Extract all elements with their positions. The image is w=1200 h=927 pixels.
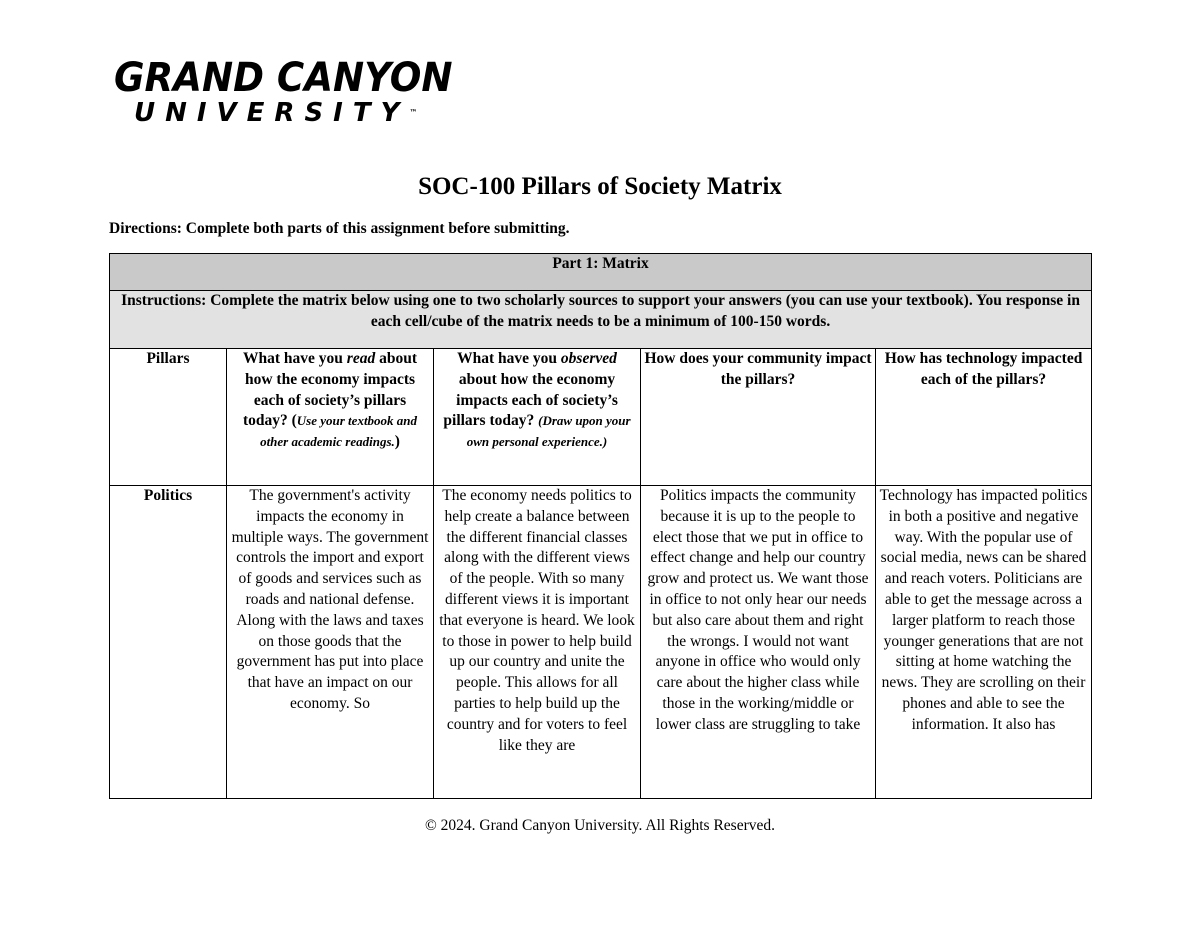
technology-cell	[876, 486, 1092, 799]
header-row	[110, 349, 1092, 486]
technology-text: Technology has impacted politics in both a positive and negative way. With the popular use of social media, news can be shared and reach voters. Politicians are able to get the message across a larger platform to reach those younger generations that are not sitting at home watching the news. They are scrolling on their phones and able to see the information. It also has	[879, 487, 1088, 733]
header-observed-pre: What have you	[457, 350, 561, 367]
part-title-row	[110, 254, 1092, 291]
trademark-symbol: ™	[409, 108, 418, 117]
instructions-cell: Instructions: Complete the matrix below using one to two scholarly sources to support your answers (you can use your textbook). You response in each cell/cube of the matrix needs to be a minimum of 100-150 words.	[110, 291, 1092, 349]
instructions-row	[110, 291, 1092, 349]
part-title-cell: Part 1: Matrix	[110, 254, 1092, 291]
observed-text: The economy needs politics to help create a balance between the different financial classes along with the different views of the people. With so many different views it is important that everyone is heard. We look to those in power to help build up our country and unite the people. This allows for all parties to help build up the country and for voters to feel like they are	[439, 487, 635, 754]
header-pillars: Pillars	[110, 349, 227, 486]
header-observed	[434, 349, 641, 486]
logo-line-university	[134, 100, 417, 126]
header-observed-em: observed	[560, 350, 617, 367]
header-read-post: about how the economy impacts each of society’s pillars today? (	[242, 350, 417, 430]
header-technology: How has technology impacted each of the pillars?	[876, 349, 1092, 486]
header-read-note: Use your textbook and other academic readings.	[260, 413, 418, 450]
university-logo	[114, 55, 453, 128]
read-text: The government's activity impacts the economy in multiple ways. The government controls the import and export of goods and services such as roads and national defense. Along with the laws and taxes on those goods that the government has put into place that have an impact on our economy. So	[231, 487, 429, 712]
directions-text: Directions: Complete both parts of this assignment before submitting.	[109, 220, 570, 237]
logo-university-text: UNIVERSITY	[134, 98, 410, 128]
community-cell	[641, 486, 876, 799]
header-observed-post: about how the economy impacts each of society’s pillars today?	[443, 370, 618, 430]
read-cell	[227, 486, 434, 799]
table-row-politics	[110, 486, 1092, 799]
document-title: SOC-100 Pillars of Society Matrix	[418, 173, 782, 200]
pillar-name: Politics	[143, 487, 193, 504]
pillar-name-cell	[110, 486, 227, 799]
header-read-close: )	[394, 433, 400, 451]
logo-line-grand-canyon: GRAND CANYON	[114, 55, 453, 101]
copyright-footer: © 2024. Grand Canyon University. All Rights Reserved.	[424, 817, 775, 834]
header-community: How does your community impact the pillars?	[641, 349, 876, 486]
community-text: Politics impacts the community because it is up to the people to elect those that we put in office to effect change and help our country grow and protect us. We want those in office to not only hear our needs but also care about them and right the wrongs. I would not want anyone in office who would only care about the higher class while those in the working/middle or lower class are struggling to take	[647, 487, 869, 733]
observed-cell	[434, 486, 641, 799]
header-read	[227, 349, 434, 486]
header-read-pre: What have you	[243, 350, 347, 367]
pillars-matrix-table	[109, 253, 1092, 799]
header-read-em: read	[346, 350, 376, 367]
header-observed-note: (Draw upon your own personal experience.)	[466, 413, 631, 450]
